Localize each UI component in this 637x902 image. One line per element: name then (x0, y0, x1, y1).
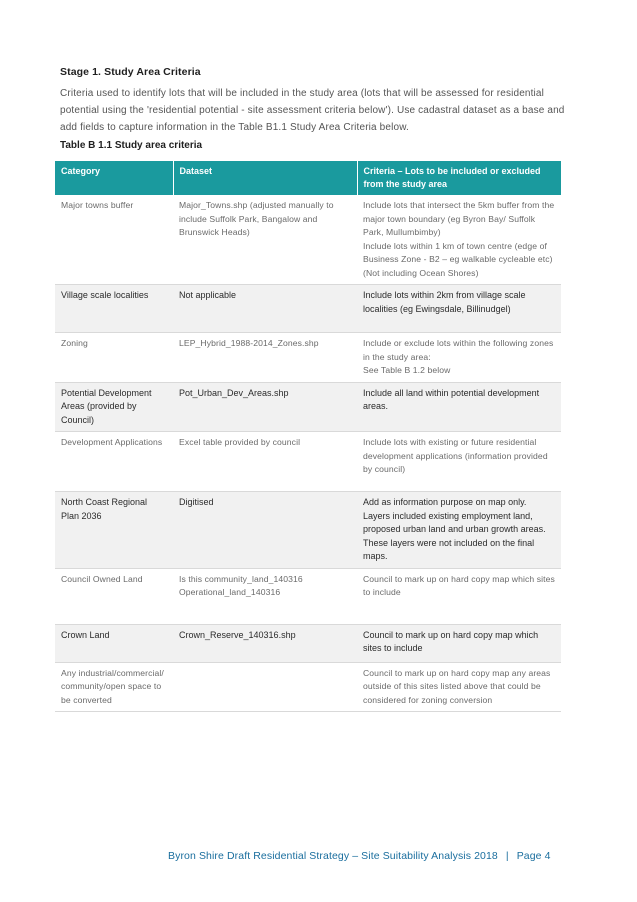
cell-category: Crown Land (55, 624, 173, 662)
cell-dataset (173, 662, 357, 712)
cell-criteria: Council to mark up on hard copy map any areas outside of this sites listed above that could be considered for zoning conversion (357, 662, 561, 712)
footer-page-number: Page 4 (516, 850, 551, 862)
cell-criteria: Council to mark up on hard copy map which sites to include (357, 568, 561, 624)
cell-dataset: Major_Towns.shp (adjusted manually to include Suffolk Park, Bangalow and Brunswick Heads) (173, 195, 357, 285)
cell-dataset: Is this community_land_140316 Operational_land_140316 (173, 568, 357, 624)
cell-category: Any industrial/commercial/ community/open space to be converted (55, 662, 173, 712)
section-heading: Stage 1. Study Area Criteria (60, 66, 201, 78)
cell-dataset: Digitised (173, 492, 357, 569)
cell-dataset: Not applicable (173, 285, 357, 333)
table-row (55, 195, 561, 285)
table-row (55, 432, 561, 492)
cell-criteria: Include lots within 2km from village scale localities (eg Ewingsdale, Billinudgel) (357, 285, 561, 333)
cell-dataset: LEP_Hybrid_1988-2014_Zones.shp (173, 333, 357, 383)
cell-category: Major towns buffer (55, 195, 173, 285)
cell-dataset: Crown_Reserve_140316.shp (173, 624, 357, 662)
header-category: Category (55, 161, 173, 195)
header-dataset: Dataset (173, 161, 357, 195)
table-caption: Table B 1.1 Study area criteria (60, 140, 203, 151)
footer-title: Byron Shire Draft Residential Strategy – Site Suitability Analysis 2018 (168, 850, 498, 862)
cell-criteria: Council to mark up on hard copy map which sites to include (357, 624, 561, 662)
cell-criteria: Include all land within potential development areas. (357, 382, 561, 432)
footer-separator: | (505, 850, 509, 862)
cell-category: Council Owned Land (55, 568, 173, 624)
cell-criteria: Add as information purpose on map only. Layers included existing employment land, proposed urban land and urban growth areas. These layers were not included on the final maps. (357, 492, 561, 569)
cell-category: Zoning (55, 333, 173, 383)
cell-dataset: Excel table provided by council (173, 432, 357, 492)
study-area-criteria-table (55, 161, 561, 712)
table-row (55, 285, 561, 333)
table-row (55, 333, 561, 383)
table-row (55, 568, 561, 624)
cell-criteria: Include lots that intersect the 5km buffer from the major town boundary (eg Byron Bay/ Suffolk Park, Mullumbimby) Include lots within 1 km of town centre (edge of Business Zone - B2 – eg walkable cycleable etc) (Not including Ocean Shores) (357, 195, 561, 285)
cell-criteria: Include or exclude lots within the following zones in the study area: See Table B 1.2 below (357, 333, 561, 383)
table-row (55, 382, 561, 432)
header-criteria: Criteria – Lots to be included or excluded from the study area (357, 161, 561, 195)
page-footer (168, 850, 551, 862)
cell-category: Development Applications (55, 432, 173, 492)
cell-criteria: Include lots with existing or future residential development applications (information provided by council) (357, 432, 561, 492)
cell-category: North Coast Regional Plan 2036 (55, 492, 173, 569)
table-row (55, 624, 561, 662)
table-row (55, 492, 561, 569)
cell-category: Potential Development Areas (provided by Council) (55, 382, 173, 432)
cell-dataset: Pot_Urban_Dev_Areas.shp (173, 382, 357, 432)
intro-paragraph: Criteria used to identify lots that will be included in the study area (lots that will be assessed for residential potential using the 'residential potential - site assessment criteria below'). Use cadastral dataset as a base and add fields to capture information in the Table B1.1 Study Area Criteria below. (60, 88, 565, 133)
table-row (55, 662, 561, 712)
cell-category: Village scale localities (55, 285, 173, 333)
table-header-row (55, 161, 561, 195)
